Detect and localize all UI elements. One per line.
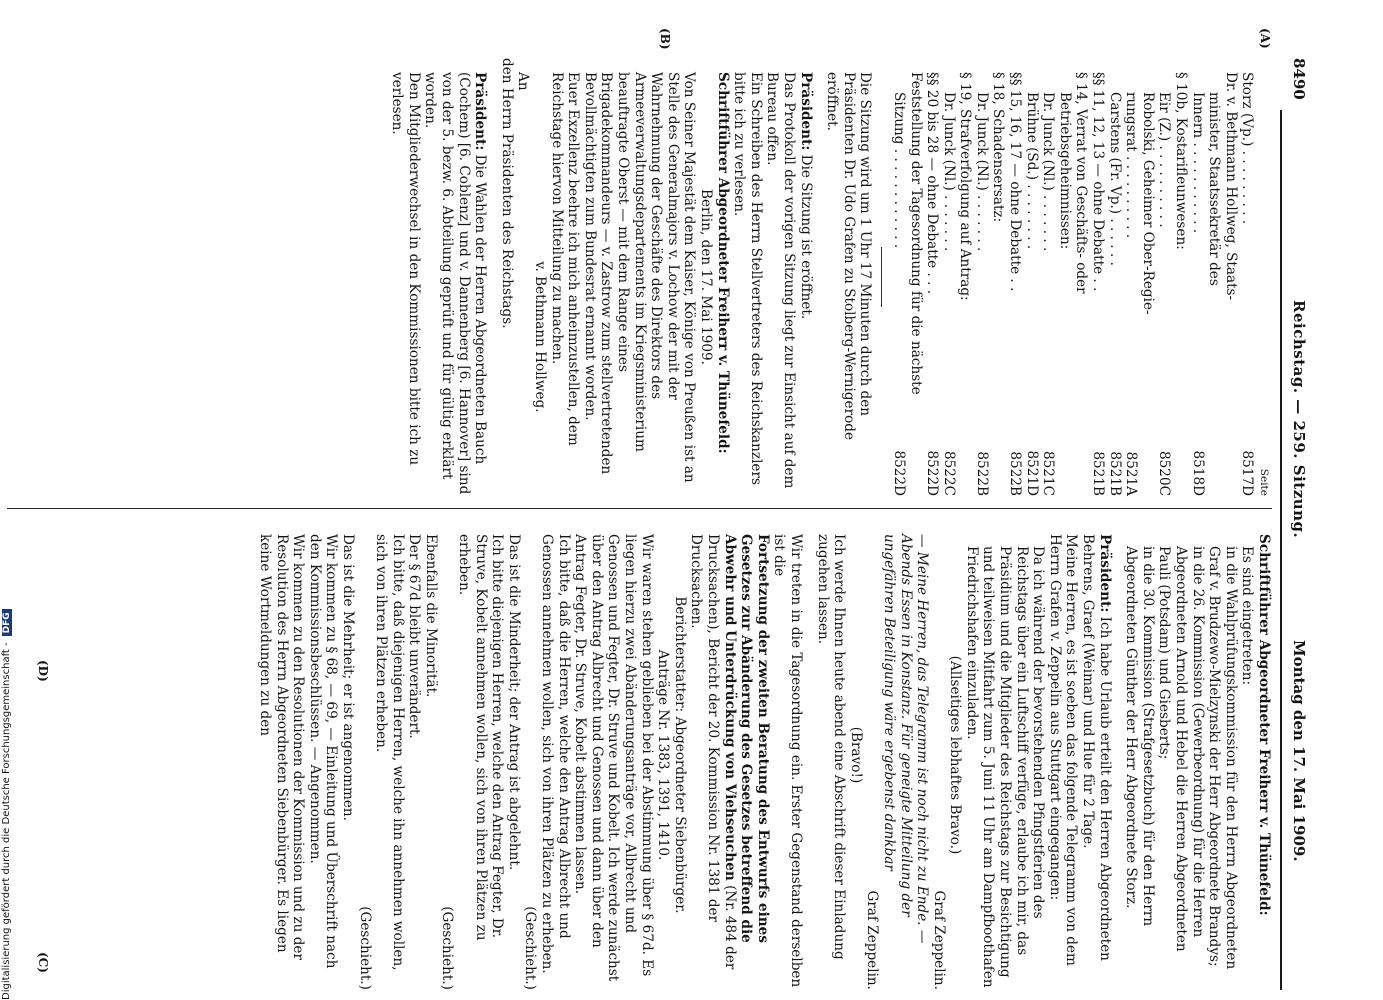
toc-page-ref: 8522B [973, 451, 990, 496]
minority-2: Ebenfalls die Minorität. [422, 534, 439, 698]
motions: Anträge Nr. 1383, 1391, 1410. [655, 649, 672, 861]
toc-entry [1139, 58, 1156, 496]
margin-mark-b: (B) [658, 28, 672, 50]
commission-change-3: in die 30. Kommission (Strafgesetzbuch) für den Herrn Abgeordneten Günther der Herr Abgeordnete Storz. [1123, 546, 1156, 927]
toc-entry-text: §§ 20 bis 28 — ohne Debatte . . . [924, 72, 941, 295]
toc-page-ref [1222, 490, 1239, 496]
toc-entry [924, 58, 941, 496]
page-number: 8490 [1290, 58, 1308, 100]
toc-page-ref: 8518D [1189, 450, 1206, 496]
speech-text: Die Sitzung ist eröffnet. [797, 154, 814, 320]
place-date: Berlin, den 17. Mai 1909. [698, 189, 714, 365]
toc-entry [1106, 58, 1123, 496]
toc-entry [1222, 58, 1239, 496]
toc-entry-text: §§ 15, 16, 17 — ohne Debatte . . [1007, 72, 1024, 292]
toc-entry [1172, 58, 1189, 496]
resolutions-text: Wir kommen zu den Resolutionen der Kommission und zu der Resolution des Herrn Abgeordneten Siebenbürger. Es liegen keine Wortmeldungen zu den [256, 534, 307, 960]
toc-entry [1123, 58, 1140, 496]
leave-text: Ich habe Urlaub erteilt den Herren Abgeordneten Behrens, Graef (Weimar) und Hue für 2 Tage. [1080, 534, 1113, 961]
toc-entry-text: Sitzung . . . . . . . . . . . . [890, 92, 907, 249]
addressee-line-1: An [515, 72, 532, 91]
toc-entry-text: § 10b, Kostarifleunwesen: [1173, 72, 1190, 250]
header-title: Reichstag. — 259. Sitzung. [1290, 300, 1308, 539]
speech-text: Die Wahlen der Herren Abgeordneten Bauch (Cochem) [6. Coblenz] und v. Dannenberg [6. Hannover] sind von der 5. bezw. 6. Abteilung geprüft und für gültig erklärt worden. [422, 72, 489, 495]
toc-entry-text: § 14, Verrat von Geschäfts- oder [1073, 72, 1090, 294]
toc-entry [907, 58, 924, 496]
agenda-rest: (Nr. 484 der Drucksachen), Bericht der 20. Kommission Nr. 1381 der Drucksachen. [688, 534, 738, 970]
left-column [389, 58, 1272, 496]
speaker-label: Präsident: [472, 72, 489, 151]
toc-page-ref: 8522B [1007, 451, 1024, 496]
signature: v. Bethmann Hollweg. [532, 261, 549, 413]
toc-entry-text: Innern . . . . . . . . . . . [1189, 92, 1206, 234]
toc-entry-text: Dr. Junck (Nl.) . . . . . . . [1040, 92, 1057, 252]
toc-entry-text: Feststellung der Tagesordnung für die nächste [907, 72, 924, 395]
toc-page-ref [1139, 490, 1156, 496]
happens-3: (Geschieht.) [356, 906, 373, 990]
toc-page-ref: 8521B [1106, 451, 1123, 496]
invite-text: Ich werde Ihnen heute abend eine Abschrift dieser Einladung zugehen lassen. [814, 534, 848, 960]
toc-entry-text: Carstens (Fr. Vp.) . . . . . . [1106, 92, 1123, 266]
signature-2: Graf Zeppelin. [864, 890, 881, 990]
toc-entry [1073, 58, 1090, 496]
unchanged: Der § 67d bleibt unverändert. [406, 534, 423, 739]
majority: Das ist die Mehrheit; er ist angenommen. [339, 534, 356, 821]
secretary-label: Schriftführer Abgeordneter Freiherr v. Thünefeld: [714, 72, 731, 454]
paragraph-68: Wir kommen zu § 68, — 69, — Einleitung und Überschrift nach den Kommissionsbeschlüssen. — Angenommen. [306, 534, 340, 969]
rapporteur: Berichterstatter: Abgeordneter Siebenbürger. [671, 596, 688, 914]
letter-intro: Ein Schreiben des Herrn Stellvertreters des Reichskanzlers bitte ich zu verlesen. [731, 72, 764, 485]
vote-2: Ich bitte diejenigen Herren, welche den Antrag Fegter, Dr. Struve, Kobelt annehmen wollen, sich von ihren Plätzen zu erheben. [456, 534, 506, 941]
toc-page-ref: 8521A [1123, 451, 1140, 496]
digitization-footer [1, 609, 12, 1000]
toc-entry-text: Robolski, Geheimer Ober-Regie- [1139, 92, 1156, 315]
happens-1: (Geschieht.) [522, 906, 539, 990]
toc-page-ref: 8517D [1239, 450, 1256, 496]
footer-text: Digitalisierung gefördert durch die Deutsche Forschungsgemeinschaft - [1, 642, 12, 1000]
toc-entry-text: Brühne (Sd.) . . . . . . . . [1023, 92, 1040, 250]
dfg-logo: DFG [2, 609, 12, 636]
toc-entry-text: §§ 11, 12, 13 — ohne Debatte . . [1090, 72, 1107, 292]
letter-body: Von Seiner Majestät dem Kaiser, Könige von Preußen ist an Stelle des Generalmajors v. Lochow der mit der Wahrnehmung der Geschäfte des Direktors des Armeeverwaltungsdepartements im Kriegsministerium beauftragte Oberst — mit dem Range eines Brigadekommandeurs — v. Zastrow zum stellvertretenden Bevollmächtigten zum Bundesrat ernannt worden. [581, 72, 698, 483]
telegram-text: Da ich während der bevorstehenden Pfingstferien des Reichstags über ein Luftschiff verfüge, erlaube ich mir, das Präsidium und die Mitglieder des Reichstags zur Besichtigung und teilweisen Mitfahrt zum 5. Juni 11 Uhr am Dampfboothafen Friedrichshafen einzuladen. [963, 546, 1047, 988]
toc-entry [1089, 58, 1106, 496]
toc-entry-text: Betriebsgeheimnissen: [1056, 92, 1073, 250]
telegram-intro: Meine Herren, es ist soeben das folgende Telegramm von dem Herrn Grafen v. Zeppelin aus Stuttgart eingegangen: [1046, 534, 1080, 966]
toc-entry [1239, 58, 1256, 496]
toc-entry [1056, 58, 1073, 496]
toc-entry [1040, 58, 1057, 496]
toc-page-ref [1056, 490, 1073, 496]
toc-page-ref [957, 490, 974, 496]
telegram-note: — Meine Herren, das Telegramm ist noch nicht zu Ende. — Abends Essen in Konstanz. Für geneigte Mitteilung der ungefähren Beteiligung wäre ergebenst dankbar [880, 534, 931, 944]
toc-page-ref: 8521C [1040, 451, 1057, 496]
agenda-intro: Wir treten in die Tagesordnung ein. Erster Gegenstand derselben ist die [771, 534, 804, 988]
toc-entry [957, 58, 974, 496]
telegram-signature: Graf Zeppelin. [930, 890, 947, 990]
header-rule [1280, 110, 1282, 990]
toc-entry [1007, 58, 1024, 496]
toc-entry [940, 58, 957, 496]
margin-mark-d: (D) [36, 660, 50, 682]
vote-1: Ich bitte, daß die Herren, welche den Antrag Albrecht und Genossen annehmen wollen, sich von ihren Plätzen zu erheben. [539, 534, 572, 974]
toc-page-ref [1073, 490, 1090, 496]
toc-entry-text: Dr. Junck (Nl.) . . . . . . . [973, 92, 990, 252]
bravo: (Bravo!) [847, 726, 864, 784]
member-change-text: Den Mitgliederwechsel in den Kommissionen bitte ich zu verlesen. [389, 72, 422, 466]
toc-entry [990, 58, 1007, 496]
minority-1: Das ist die Minderheit; der Antrag ist abgelehnt. [505, 534, 522, 871]
toc-page-ref: 8522D [924, 450, 941, 496]
toc-page-ref [1206, 490, 1223, 496]
toc-entry-text: § 19, Strafverfolgung auf Antrag: [957, 72, 974, 301]
addressee-line-2: den Herrn Präsidenten des Reichstags. [498, 58, 515, 329]
toc-page-ref: 8522C [940, 451, 957, 496]
toc-entry-text: Eir (Z.) . . . . . . . . . . [1156, 92, 1173, 228]
paragraph-67d: Wir waren stehen geblieben bei der Abstimmung über § 67d. Es liegen hierzu zwei Abänderungsanträge vor, Albrecht und Genossen und Fegter, Dr. Struve und Kobelt. Ich werde zunächst über den Antrag Albrecht und Genossen und dann über den Antrag Fegter, Dr. Struve, Kobelt abstimmen lassen. [572, 534, 655, 982]
toc-entry [1189, 58, 1206, 496]
agenda-item: Fortsetzung der zweiten Beratung des Entwurfs eines Gesetzes zur Abänderung des Gesetzes betreffend die Abwehr und Unterdrückung von Viehseuchen [721, 534, 771, 943]
toc-page-ref: 8522D [890, 450, 907, 496]
column-divider [7, 508, 1272, 509]
letter-close: Euer Exzellenz beehre ich mich anheimzustellen, dem Reichstage hiervon Mitteilung zu machen. [548, 72, 582, 446]
toc-entry-text: rungsrat . . . . . . . . . . [1123, 92, 1140, 239]
toc-entry-text: § 18, Schadensersatz: [990, 72, 1007, 223]
margin-mark-c: (C) [36, 952, 50, 973]
toc-entry [1023, 58, 1040, 496]
toc-page-ref [990, 490, 1007, 496]
toc-entry [1206, 58, 1223, 496]
accept-ask: Ich bitte, daß diejenigen Herren, welche ihn annehmen wollen, sich von ihren Plätzen erheben. [373, 534, 406, 971]
toc-page-ref [1172, 490, 1189, 496]
toc-entry-text: Storz (Vp.) . . . . . . . . . [1239, 72, 1256, 225]
speaker-label: Präsident: [1096, 534, 1113, 613]
toc-page-ref: 8520C [1156, 451, 1173, 496]
happens-2: (Geschieht.) [439, 906, 456, 990]
toc-entry-text: Dr. v. Bethmann Hollweg, Staats- [1222, 72, 1239, 301]
toc-entry [890, 58, 907, 496]
toc-entry [1156, 58, 1173, 496]
secretary-label: Schriftführer Abgeordneter Freiherr v. Thünefeld: [1256, 534, 1272, 916]
toc-page-ref: 8521B [1090, 451, 1107, 496]
toc-seite-label: Seite [1258, 468, 1270, 496]
applause: (Allseitiges lebhaftes Bravo.) [947, 655, 964, 855]
toc-page-ref [907, 490, 924, 496]
speaker-label: Präsident: [797, 72, 814, 151]
right-column [256, 520, 1272, 990]
commission-change-2: in die 26. Kommission (Gewerbeordnung) für die Herren Abgeordneten Arnold und Hebel die Herren Abgeordneten Pauli (Potsdam) und Giesberts; [1156, 546, 1206, 952]
toc-entry-text: minister, Staatssekretär des [1206, 92, 1223, 286]
toc-entry [973, 58, 990, 496]
protocol-text: Das Protokoll der vorigen Sitzung liegt zur Einsicht auf dem Bureau offen. [764, 72, 797, 489]
toc-entry-text: Dr. Junck (Nl.) . . . . . . . [940, 92, 957, 252]
table-of-contents [890, 58, 1255, 496]
separator [881, 247, 882, 307]
header-date: Montag den 17. Mai 1909. [1290, 640, 1308, 862]
opening-text: Die Sitzung wird um 1 Uhr 17 Minuten durch den Präsidenten Dr. Udo Grafen zu Stolberg-Wernigerode eröffnet. [824, 72, 874, 441]
margin-mark-a: (A) [1258, 28, 1272, 49]
commission-change-1: in die Wahlprüfungskommission für den Herrn Abgeordneten Graf v. Brudzewo-Mielzynski der Herr Abgeordnete Brandys; [1206, 546, 1239, 970]
entered-text: Es sind eingetreten: [1239, 546, 1256, 686]
toc-page-ref: 8521D [1023, 450, 1040, 496]
